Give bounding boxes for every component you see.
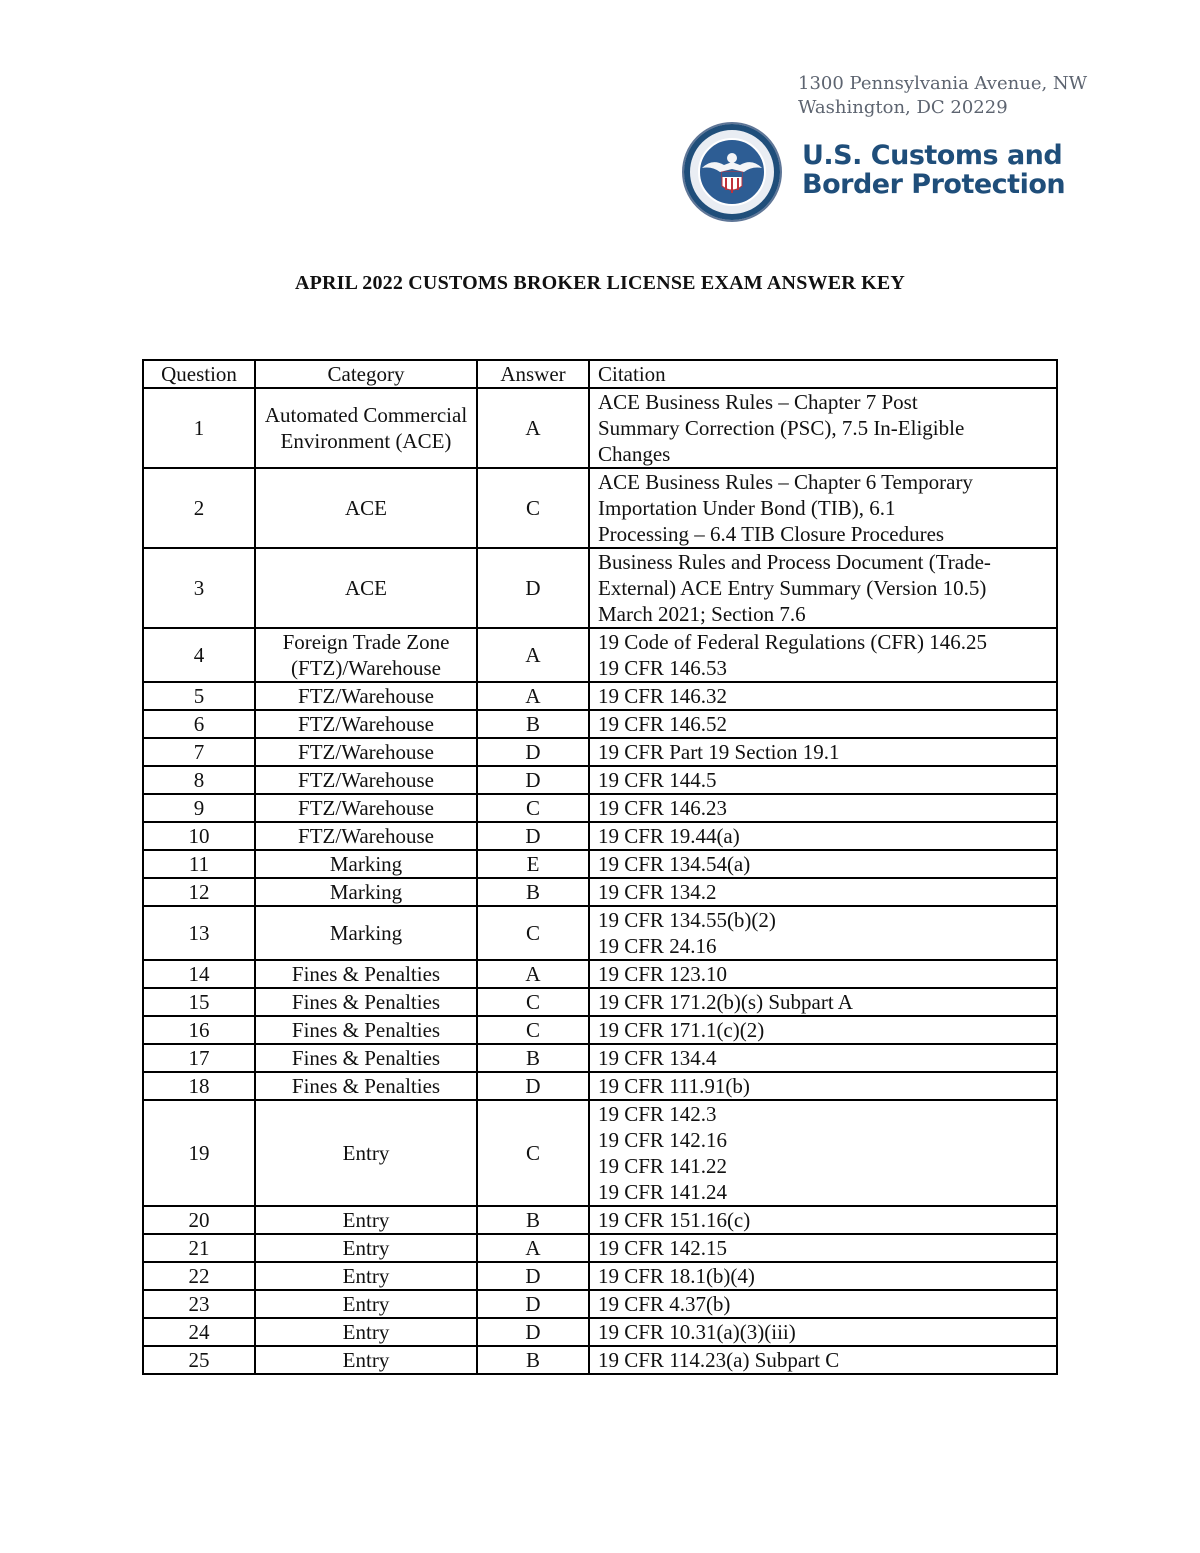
citation-line: Changes (598, 442, 671, 466)
question-number-cell: 5 (143, 682, 255, 710)
category-cell: Entry (255, 1318, 477, 1346)
answer-cell: A (477, 1234, 589, 1262)
citation-line: 19 CFR 142.16 (598, 1128, 727, 1152)
table-row (143, 1100, 1057, 1206)
answer-cell: B (477, 878, 589, 906)
category-cell: Marking (255, 906, 477, 960)
table-row (143, 1072, 1057, 1100)
question-number-cell: 10 (143, 822, 255, 850)
answer-cell: A (477, 682, 589, 710)
citation-cell (589, 766, 1057, 794)
answer-cell: C (477, 988, 589, 1016)
citation-line: 19 CFR 171.2(b)(s) Subpart A (598, 990, 853, 1014)
category-cell: FTZ/Warehouse (255, 794, 477, 822)
citation-cell (589, 1262, 1057, 1290)
question-number-cell: 25 (143, 1346, 255, 1374)
citation-cell (589, 822, 1057, 850)
citation-line: External) ACE Entry Summary (Version 10.5) (598, 576, 987, 600)
question-number-cell: 16 (143, 1016, 255, 1044)
cbp-seal-icon (682, 122, 782, 222)
category-cell: Fines & Penalties (255, 1072, 477, 1100)
citation-cell (589, 1016, 1057, 1044)
column-header-category: Category (255, 360, 477, 388)
citation-cell (589, 794, 1057, 822)
citation-line: 19 CFR 114.23(a) Subpart C (598, 1348, 840, 1372)
citation-line: 19 CFR 144.5 (598, 768, 717, 792)
citation-line: 19 CFR 19.44(a) (598, 824, 740, 848)
category-cell: Fines & Penalties (255, 1016, 477, 1044)
citation-line: 19 CFR 134.55(b)(2) (598, 908, 776, 932)
citation-cell (589, 906, 1057, 960)
table-row (143, 710, 1057, 738)
citation-line: ACE Business Rules – Chapter 7 Post (598, 390, 918, 414)
answer-cell: A (477, 628, 589, 682)
question-number-cell: 11 (143, 850, 255, 878)
question-number-cell: 19 (143, 1100, 255, 1206)
citation-line: 19 CFR 141.22 (598, 1154, 727, 1178)
answer-cell: D (477, 1262, 589, 1290)
citation-cell (589, 1234, 1057, 1262)
citation-cell (589, 960, 1057, 988)
table-row (143, 766, 1057, 794)
question-number-cell: 13 (143, 906, 255, 960)
citation-cell (589, 1044, 1057, 1072)
answer-cell: C (477, 794, 589, 822)
question-number-cell: 3 (143, 548, 255, 628)
question-number-cell: 9 (143, 794, 255, 822)
column-header-question: Question (143, 360, 255, 388)
answer-cell: D (477, 1072, 589, 1100)
citation-line: 19 CFR 146.53 (598, 656, 727, 680)
citation-cell (589, 1290, 1057, 1318)
citation-line: Processing – 6.4 TIB Closure Procedures (598, 522, 945, 546)
table-row (143, 628, 1057, 682)
category-cell: FTZ/Warehouse (255, 738, 477, 766)
answer-cell: D (477, 766, 589, 794)
question-number-cell: 21 (143, 1234, 255, 1262)
citation-line: 19 CFR 4.37(b) (598, 1292, 731, 1316)
category-cell: Marking (255, 850, 477, 878)
table-row (143, 468, 1057, 548)
table-row (143, 1290, 1057, 1318)
answer-cell: B (477, 1206, 589, 1234)
column-header-answer: Answer (477, 360, 589, 388)
citation-line: Summary Correction (PSC), 7.5 In-Eligible (598, 416, 965, 440)
citation-cell (589, 988, 1057, 1016)
table-header-row (143, 360, 1057, 388)
category-cell: Entry (255, 1262, 477, 1290)
agency-name-line-2: Border Protection (802, 169, 1066, 200)
question-number-cell: 23 (143, 1290, 255, 1318)
citation-line: 19 CFR 142.3 (598, 1102, 717, 1126)
citation-line: March 2021; Section 7.6 (598, 602, 806, 626)
question-number-cell: 2 (143, 468, 255, 548)
citation-cell (589, 548, 1057, 628)
table-row (143, 1346, 1057, 1374)
answer-cell: B (477, 1346, 589, 1374)
table-row (143, 1262, 1057, 1290)
citation-line: 19 Code of Federal Regulations (CFR) 146.25 (598, 630, 988, 654)
category-cell: Marking (255, 878, 477, 906)
answer-cell: C (477, 468, 589, 548)
category-cell: Fines & Penalties (255, 1044, 477, 1072)
question-number-cell: 7 (143, 738, 255, 766)
question-number-cell: 20 (143, 1206, 255, 1234)
answer-cell: C (477, 906, 589, 960)
table-row (143, 960, 1057, 988)
question-number-cell: 18 (143, 1072, 255, 1100)
answer-cell: D (477, 1290, 589, 1318)
citation-line: 19 CFR 141.24 (598, 1180, 727, 1204)
category-cell: ACE (255, 468, 477, 548)
answer-cell: D (477, 822, 589, 850)
question-number-cell: 6 (143, 710, 255, 738)
answer-rows (143, 388, 1057, 1374)
question-number-cell: 1 (143, 388, 255, 468)
citation-line: 19 CFR 134.2 (598, 880, 717, 904)
table-row (143, 548, 1057, 628)
answer-cell: B (477, 1044, 589, 1072)
citation-cell (589, 1100, 1057, 1206)
category-cell: Fines & Penalties (255, 988, 477, 1016)
answer-cell: D (477, 548, 589, 628)
table-row (143, 738, 1057, 766)
column-header-citation: Citation (589, 360, 1057, 388)
category-cell: Entry (255, 1234, 477, 1262)
category-cell: Entry (255, 1206, 477, 1234)
category-cell: Automated Commercial Environment (ACE) (255, 388, 477, 468)
table-row (143, 794, 1057, 822)
citation-line: 19 CFR 146.52 (598, 712, 727, 736)
citation-line: 19 CFR 24.16 (598, 934, 717, 958)
answer-cell: D (477, 1318, 589, 1346)
answer-key-table (142, 359, 1058, 1375)
answer-cell: D (477, 738, 589, 766)
citation-line: 19 CFR 10.31(a)(3)(iii) (598, 1320, 796, 1344)
category-cell: Entry (255, 1100, 477, 1206)
citation-cell (589, 1318, 1057, 1346)
category-cell: FTZ/Warehouse (255, 822, 477, 850)
citation-line: 19 CFR 146.32 (598, 684, 727, 708)
category-cell: Entry (255, 1290, 477, 1318)
answer-cell: E (477, 850, 589, 878)
agency-name (802, 141, 1065, 199)
answer-cell: C (477, 1100, 589, 1206)
citation-line: 19 CFR 151.16(c) (598, 1208, 751, 1232)
citation-line: 19 CFR 171.1(c)(2) (598, 1018, 765, 1042)
answer-cell: B (477, 710, 589, 738)
table-row (143, 1234, 1057, 1262)
question-number-cell: 15 (143, 988, 255, 1016)
table-row (143, 1206, 1057, 1234)
address-line-1: 1300 Pennsylvania Avenue, NW (798, 73, 1088, 94)
citation-line: 19 CFR 134.4 (598, 1046, 717, 1070)
citation-line: 19 CFR 111.91(b) (598, 1074, 750, 1098)
citation-line: 19 CFR 146.23 (598, 796, 727, 820)
question-number-cell: 22 (143, 1262, 255, 1290)
table-row (143, 906, 1057, 960)
citation-cell (589, 878, 1057, 906)
table-row (143, 822, 1057, 850)
citation-cell (589, 468, 1057, 548)
agency-address (798, 72, 1087, 120)
table-row (143, 1016, 1057, 1044)
table-row (143, 1044, 1057, 1072)
agency-name-line-1: U.S. Customs and (802, 140, 1063, 171)
category-cell: Entry (255, 1346, 477, 1374)
citation-cell (589, 682, 1057, 710)
address-line-2: Washington, DC 20229 (798, 97, 1008, 118)
table-row (143, 878, 1057, 906)
citation-line: Importation Under Bond (TIB), 6.1 (598, 496, 896, 520)
question-number-cell: 4 (143, 628, 255, 682)
table-row (143, 988, 1057, 1016)
table-row (143, 850, 1057, 878)
citation-line: ACE Business Rules – Chapter 6 Temporary (598, 470, 973, 494)
table-row (143, 1318, 1057, 1346)
citation-cell (589, 388, 1057, 468)
answer-cell: A (477, 388, 589, 468)
question-number-cell: 12 (143, 878, 255, 906)
citation-line: 19 CFR 134.54(a) (598, 852, 751, 876)
citation-line: Business Rules and Process Document (Trade- (598, 550, 991, 574)
citation-line: 19 CFR 18.1(b)(4) (598, 1264, 755, 1288)
answer-cell: C (477, 1016, 589, 1044)
citation-cell (589, 710, 1057, 738)
category-cell: Fines & Penalties (255, 960, 477, 988)
page-title: APRIL 2022 CUSTOMS BROKER LICENSE EXAM ANSWER KEY (294, 272, 906, 294)
category-cell: FTZ/Warehouse (255, 710, 477, 738)
question-number-cell: 8 (143, 766, 255, 794)
citation-cell (589, 1346, 1057, 1374)
citation-line: 19 CFR 123.10 (598, 962, 727, 986)
category-cell: ACE (255, 548, 477, 628)
question-number-cell: 17 (143, 1044, 255, 1072)
question-number-cell: 14 (143, 960, 255, 988)
question-number-cell: 24 (143, 1318, 255, 1346)
category-cell: Foreign Trade Zone (FTZ)/Warehouse (255, 628, 477, 682)
citation-cell (589, 628, 1057, 682)
answer-cell: A (477, 960, 589, 988)
citation-cell (589, 850, 1057, 878)
table-row (143, 682, 1057, 710)
citation-cell (589, 1206, 1057, 1234)
citation-line: 19 CFR Part 19 Section 19.1 (598, 740, 840, 764)
citation-cell (589, 1072, 1057, 1100)
category-cell: FTZ/Warehouse (255, 766, 477, 794)
category-cell: FTZ/Warehouse (255, 682, 477, 710)
table-row (143, 388, 1057, 468)
citation-cell (589, 738, 1057, 766)
citation-line: 19 CFR 142.15 (598, 1236, 727, 1260)
